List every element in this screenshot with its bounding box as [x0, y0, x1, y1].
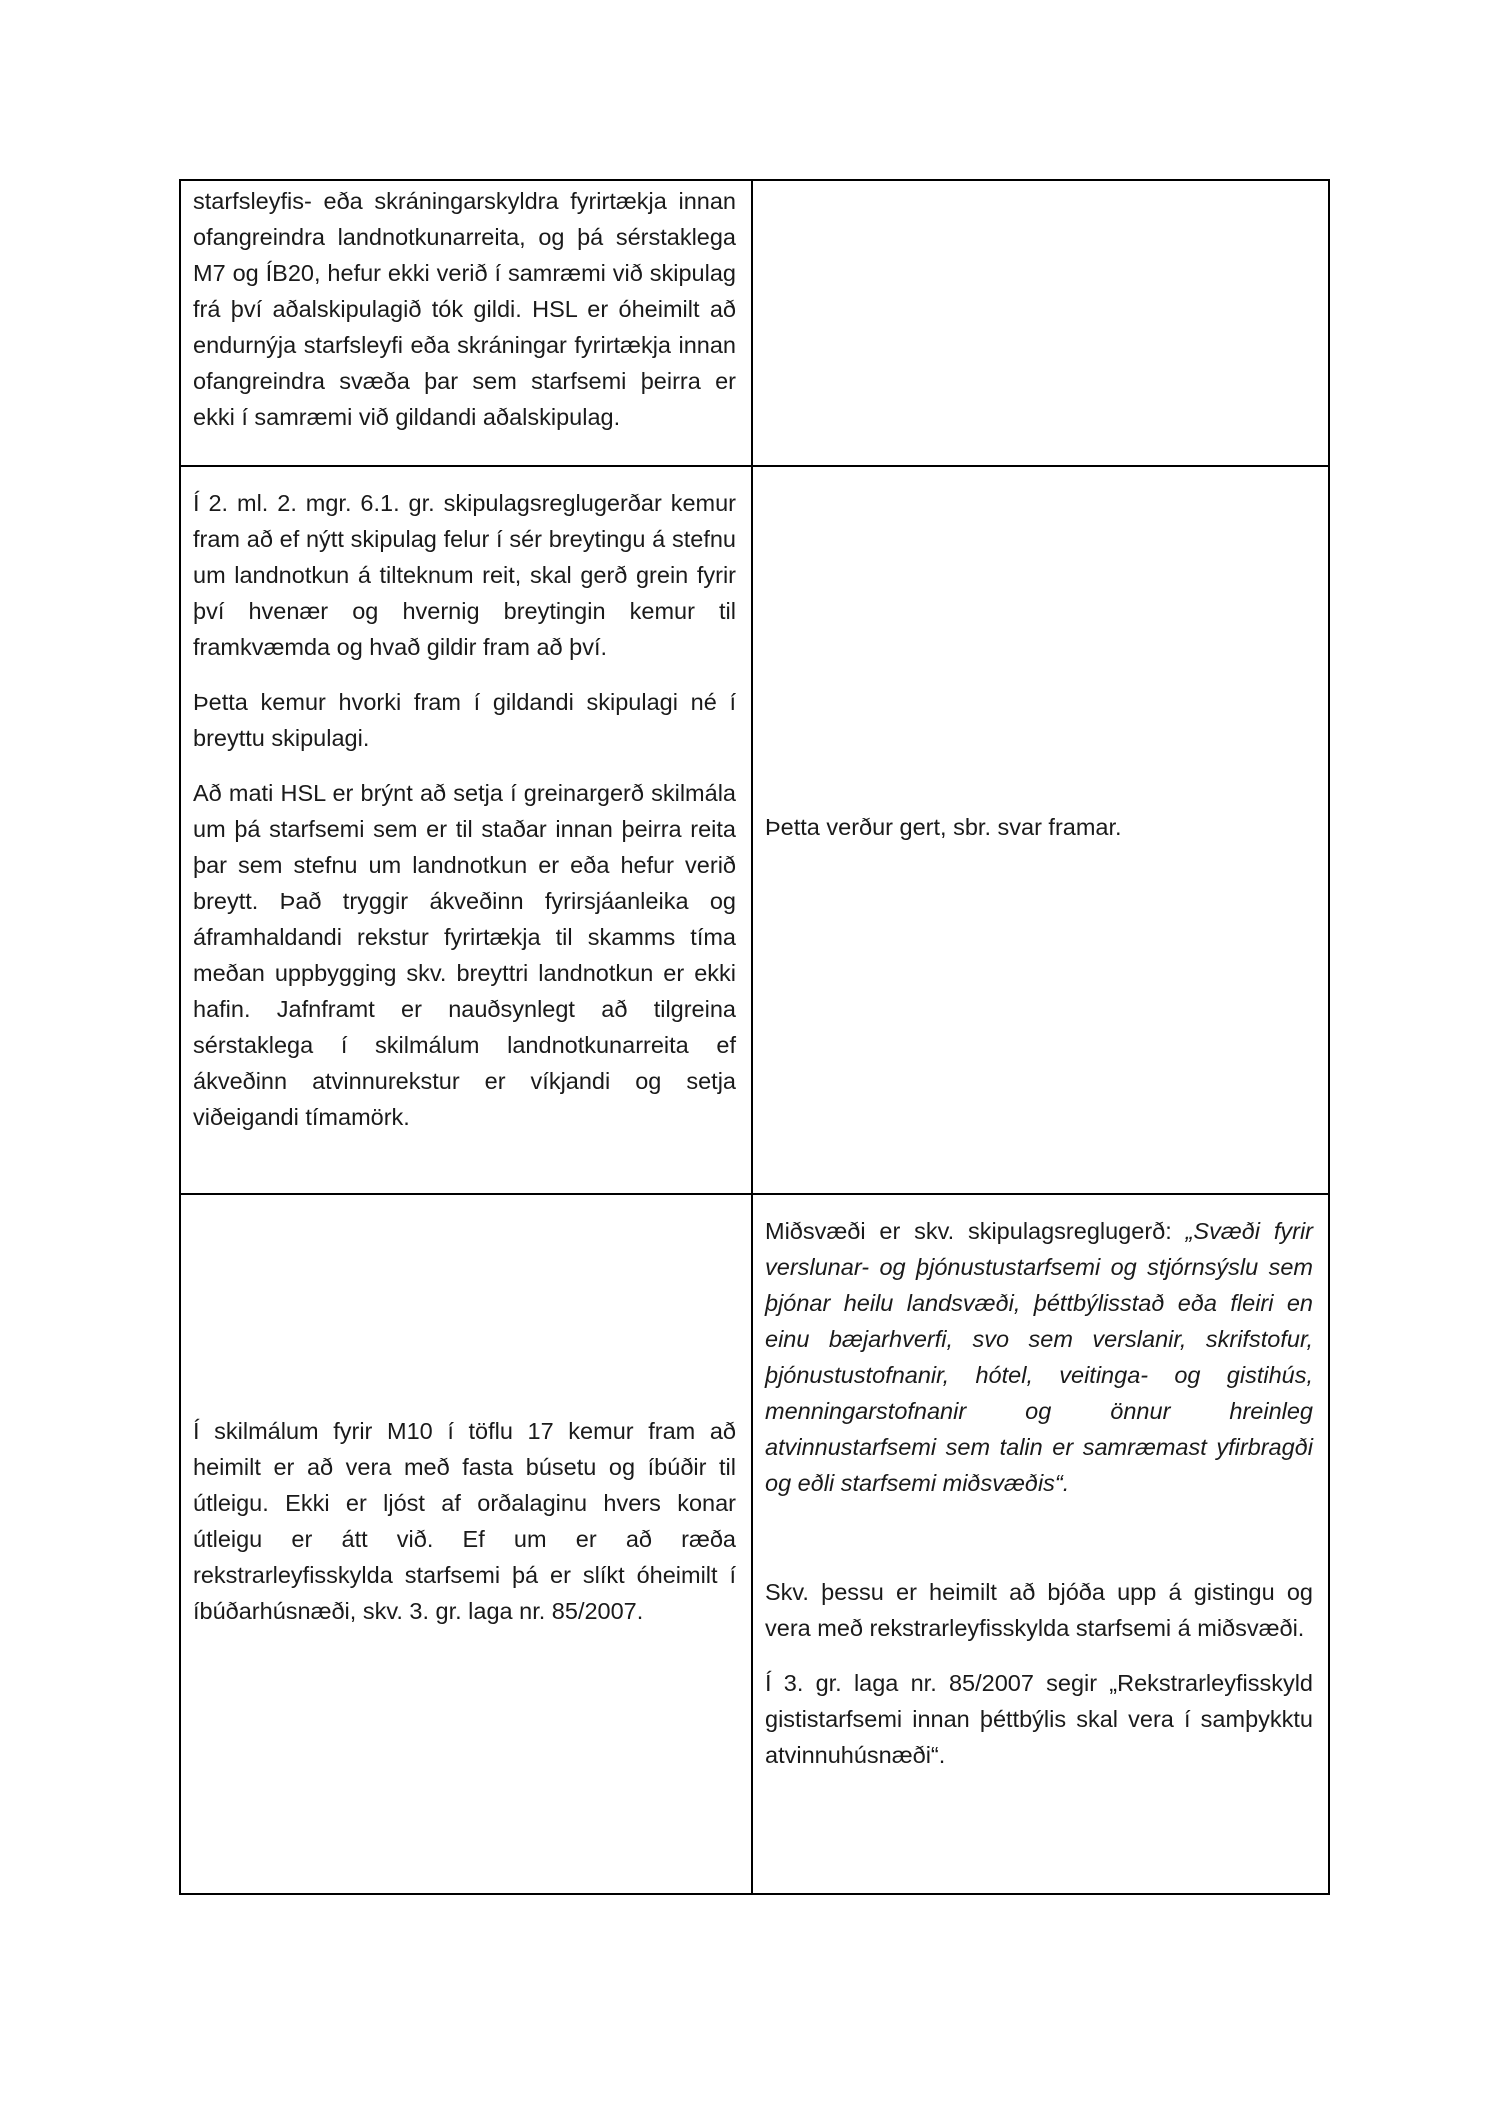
table-border-top	[179, 179, 1330, 181]
row-3-response-paragraph-2: Í 3. gr. laga nr. 85/2007 segir „Rekstrarleyfisskyld gististarfsemi innan þéttbýlis skal vera í samþykktu atvinnuhúsnæði“.	[765, 1670, 1313, 1768]
row-2-comment-cell	[193, 485, 736, 1135]
row-3-comment-cell	[193, 1413, 736, 1629]
table-column-divider	[751, 179, 753, 1895]
definition-intro: Miðsvæði er skv. skipulagsreglugerð:	[765, 1218, 1186, 1244]
row-3-response-cell	[765, 1213, 1313, 1773]
comments-table	[179, 179, 1330, 1895]
definition-quote: „Svæði fyrir verslunar- og þjónustustarfsemi og stjórnsýslu sem þjónar heilu landsvæði, þéttbýlisstað eða fleiri en einu bæjarhverfi, svo sem verslanir, skrifstofur, þjónustustofnanir, hótel, veitinga- og gistihús, menningarstofnanir og önnur hreinleg atvinnustarfsemi sem talin er samræmast yfirbragði og eðli starfsemi miðsvæðis“.	[765, 1218, 1313, 1496]
table-border-right	[1328, 179, 1330, 1895]
row-3-comment-paragraph: Í skilmálum fyrir M10 í töflu 17 kemur fram að heimilt er að vera með fasta búsetu og íbúðir til útleigu. Ekki er ljóst af orðalaginu hvers konar útleigu er átt við. Ef um er að ræða rekstrarleyfisskylda starfsemi þá er slíkt óheimilt í íbúðarhúsnæði, skv. 3. gr. laga nr. 85/2007.	[193, 1418, 736, 1624]
row-divider-1	[179, 465, 1330, 467]
table-border-bottom	[179, 1893, 1330, 1895]
row-2-comment-paragraph-2: Þetta kemur hvorki fram í gildandi skipulagi né í breyttu skipulagi.	[193, 689, 736, 751]
row-2-response-paragraph: Þetta verður gert, sbr. svar framar.	[765, 814, 1122, 840]
row-3-response-paragraph-1: Skv. þessu er heimilt að bjóða upp á gistingu og vera með rekstrarleyfisskylda starfsemi á miðsvæði.	[765, 1579, 1313, 1641]
row-1-comment-cell	[193, 183, 736, 435]
row-2-comment-paragraph-3: Að mati HSL er brýnt að setja í greinargerð skilmála um þá starfsemi sem er til staðar innan þeirra reita þar sem stefnu um landnotkun er eða hefur verið breytt. Það tryggir ákveðinn fyrirsjáanleika og áframhaldandi rekstur fyrirtækja til skamms tíma meðan uppbygging skv. breyttri landnotkun er ekki hafin. Jafnframt er nauðsynlegt að tilgreina sérstaklega í skilmálum landnotkunarreita ef ákveðinn atvinnurekstur er víkjandi og setja viðeigandi tímamörk.	[193, 780, 736, 1130]
row-3-response-definition	[765, 1213, 1313, 1501]
table-border-left	[179, 179, 181, 1895]
row-2-response-cell	[765, 809, 1313, 845]
row-divider-2	[179, 1193, 1330, 1195]
row-1-comment-paragraph: starfsleyfis- eða skráningarskyldra fyrirtækja innan ofangreindra landnotkunarreita, og þá sérstaklega M7 og ÍB20, hefur ekki verið í samræmi við skipulag frá því aðalskipulagið tók gildi. HSL er óheimilt að endurnýja starfsleyfi eða skráningar fyrirtækja innan ofangreindra svæða þar sem starfsemi þeirra er ekki í samræmi við gildandi aðalskipulag.	[193, 188, 736, 430]
row-2-comment-paragraph-1: Í 2. ml. 2. mgr. 6.1. gr. skipulagsreglugerðar kemur fram að ef nýtt skipulag felur í sér breytingu á stefnu um landnotkun á tilteknum reit, skal gerð grein fyrir því hvenær og hvernig breytingin kemur til framkvæmda og hvað gildir fram að því.	[193, 490, 736, 660]
